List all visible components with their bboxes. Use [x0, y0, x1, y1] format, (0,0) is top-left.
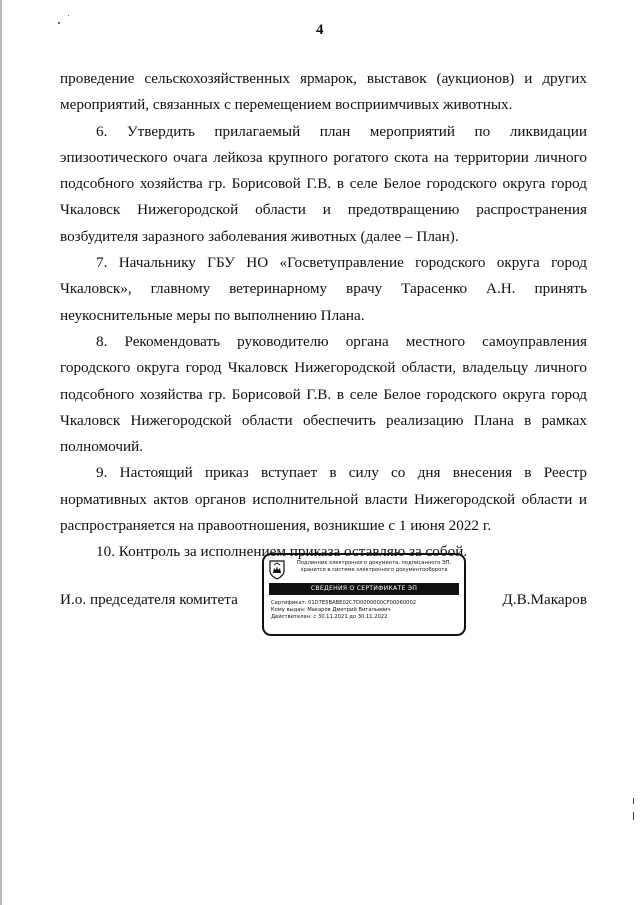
scan-left-border: [0, 0, 2, 905]
paragraph-7: 7. Начальнику ГБУ НО «Госветуправление городского округа город Чкаловск», главному ветеринарному врачу Тарасенко А.Н. принять неукоснительные меры по выполнению Плана.: [60, 254, 587, 324]
scan-speck: [68, 15, 69, 16]
coat-of-arms-icon: [269, 560, 285, 580]
page-number: 4: [316, 22, 324, 38]
stamp-certificate: Сертификат: 01D7E5BABE02C7D0000000CF00060002: [271, 600, 417, 606]
paragraph-9: 9. Настоящий приказ вступает в силу со дня внесения в Реестр нормативных актов органов исполнительной власти Нижегородской области и распространяется на правоотношения, возникшие с 1 июня 2022 г.: [60, 464, 587, 535]
signer-name: Д.В.Макаров: [502, 591, 587, 608]
paragraph-continuation: проведение сельскохозяйственных ярмарок, выставок (аукционов) и других мероприятий, связанных с перемещением восприимчивых животных.: [60, 70, 587, 114]
scan-edge-mark: [633, 798, 634, 804]
stamp-details: [271, 600, 416, 621]
stamp-banner: СВЕДЕНИЯ О СЕРТИФИКАТЕ ЭП: [269, 583, 459, 595]
stamp-validity: Действителен: с 30.11.2021 до 30.11.2022: [271, 614, 388, 620]
stamp-notice: Подлинник электронного документа, подписанного ЭП, хранится в системе электронного документооборота: [296, 560, 452, 573]
document-body: [60, 66, 587, 566]
paragraph-10: 10. Контроль за исполнением приказа оставляю за собой.: [96, 543, 468, 561]
scan-edge-mark: [633, 812, 634, 820]
paragraph-6: 6. Утвердить прилагаемый план мероприятий по ликвидации эпизоотического очага лейкоза крупного рогатого скота на территории личного подсобного хозяйства гр. Борисовой Г.В. в селе Белое городского округа город Чкаловск Нижегородской области и предотвращению распространения возбудителя заразного заболевания животных (далее – План).: [60, 122, 587, 245]
paragraph-8: 8. Рекомендовать руководителю органа местного самоуправления городского округа город Чкаловск Нижегородской области, владельцу личного подсобного хозяйства гр. Борисовой Г.В. в селе Белое городского округа город Чкаловск Нижегородской области обеспечить реализацию Плана в рамках полномочий.: [60, 332, 587, 456]
stamp-issued-to: Кому выдан: Макаров Дмитрий Витальевич: [271, 607, 391, 613]
signer-title: И.о. председателя комитета: [60, 591, 238, 608]
electronic-signature-stamp: [262, 553, 466, 636]
signature-block: [60, 553, 587, 638]
